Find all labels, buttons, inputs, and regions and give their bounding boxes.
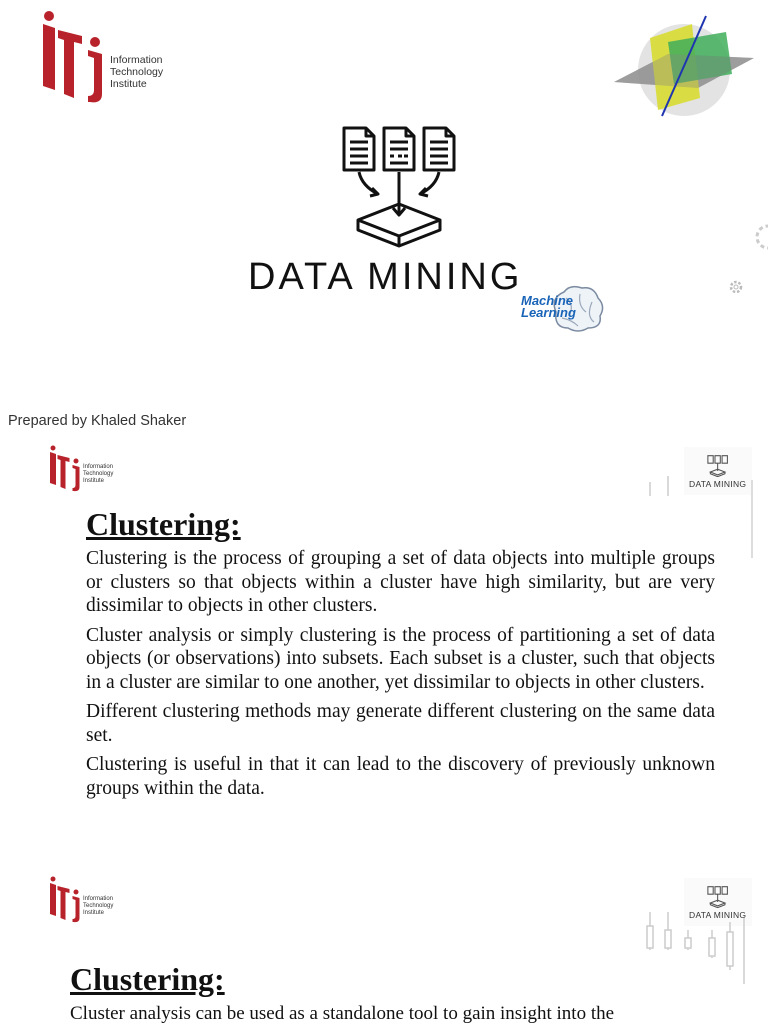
data-mining-icon <box>706 886 730 908</box>
logo-line: Institute <box>83 909 105 916</box>
logo-line: Technology <box>83 470 114 477</box>
gear-icon <box>728 279 744 295</box>
paragraph: Cluster analysis can be used as a standalone tool to gain insight into the <box>70 1003 615 1024</box>
slide-heading: Clustering: <box>70 961 225 997</box>
iti-logo-text <box>83 896 113 917</box>
paragraph: Cluster analysis or simply clustering is the process of partitioning a set of data objects (or observations) into subsets. Each subset is a cluster, such that objects in a cluster are similar to one another, yet dissimilar to objects in other clusters. <box>86 624 715 693</box>
iti-logo <box>40 10 106 106</box>
logo-line: Institute <box>83 477 105 484</box>
slide-title: DATA MINING <box>248 256 523 298</box>
logo-line: Information <box>83 896 114 902</box>
iti-logo-text <box>110 54 163 90</box>
iti-logo <box>48 876 82 924</box>
hyperplane-graphic <box>608 12 756 122</box>
badge-title: DATA MINING <box>689 910 747 920</box>
paragraph: Clustering is useful in that it can lead to the discovery of previously unknown groups within the data. <box>86 754 715 799</box>
prepared-by: Prepared by Khaled Shaker <box>8 413 187 429</box>
content-body <box>86 547 715 800</box>
data-mining-icon <box>338 124 464 248</box>
machine-learning-badge <box>521 295 576 319</box>
badge-line: Machine <box>521 293 574 308</box>
badge-title: DATA MINING <box>689 479 747 489</box>
logo-line: Institute <box>110 78 147 91</box>
iti-logo <box>48 445 82 493</box>
iti-logo-text <box>83 464 113 485</box>
gear-icon <box>752 222 768 252</box>
paragraph: Clustering is the process of grouping a set of data objects into multiple groups or clusters so that objects within a cluster have high similarity, but are very dissimilar to objects in other clusters. <box>86 548 715 616</box>
logo-line: Information <box>110 54 163 66</box>
logo-line: Technology <box>83 902 114 909</box>
badge-line: Learning <box>521 305 576 320</box>
logo-line: Technology <box>110 66 164 79</box>
candlestick-decoration <box>640 908 756 988</box>
paragraph: Different clustering methods may generate different clustering on the same data set. <box>86 701 715 746</box>
slide-heading: Clustering: <box>86 506 241 542</box>
logo-line: Information <box>83 464 114 470</box>
